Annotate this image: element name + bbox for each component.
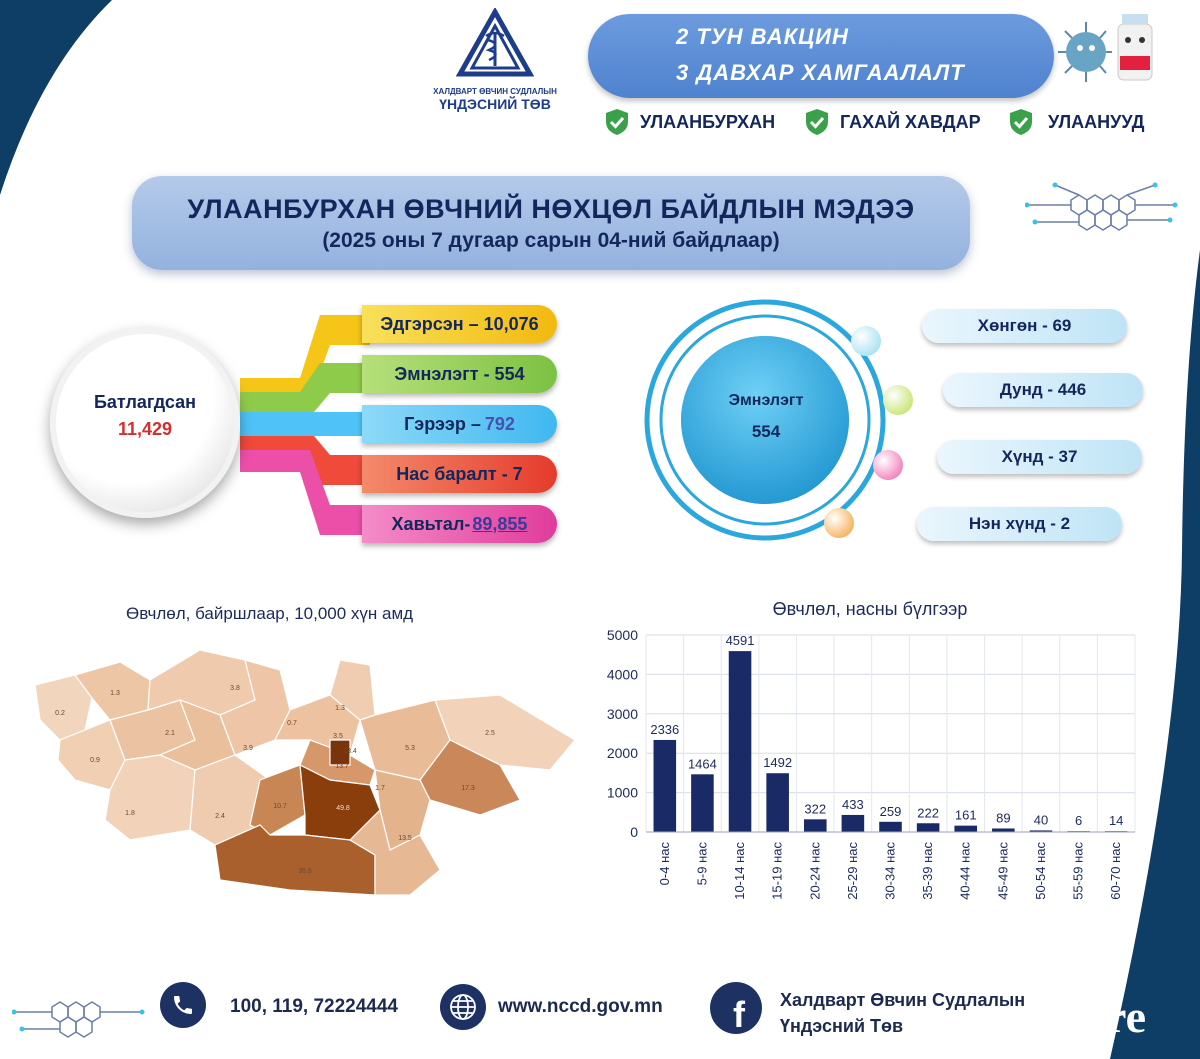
severity-mild-label: Хөнгөн - 69 <box>977 316 1072 335</box>
map-value: 3.9 <box>243 745 253 752</box>
map-value: 3.8 <box>230 685 240 692</box>
confirmed-circle <box>50 328 240 518</box>
stat-home-care-label: Гэрээр – <box>404 413 481 434</box>
title-banner <box>132 176 970 270</box>
shield-check-icon <box>804 108 830 136</box>
vaccine-banner <box>588 14 1054 98</box>
page-subtitle: (2025 оны 7 дугаар сарын 04-ний байдлаар) <box>322 229 780 252</box>
hexagon-network-icon <box>1025 180 1180 250</box>
facebook-icon[interactable]: f <box>710 982 762 1034</box>
y-tick-label: 4000 <box>606 666 638 683</box>
map-value: 1.3 <box>110 690 120 697</box>
severity-ball-moderate <box>883 385 913 415</box>
logo-org-line1: ХАЛДВАРТ ӨВЧИН СУДЛАЛЫН <box>433 87 557 96</box>
x-tick-label: 45-49 нас <box>995 842 1011 900</box>
breakdown-connectors <box>240 300 370 550</box>
footer-facebook-line1[interactable]: Халдварт Өвчин Судлалын <box>780 990 1026 1010</box>
page-title: УЛААНБУРХАН ӨВЧНИЙ НӨХЦӨЛ БАЙДЛЫН МЭДЭЭ <box>187 194 915 224</box>
vaccine-line-1: 2 ТУН ВАКЦИН <box>676 24 849 49</box>
stat-hospitalized-label: Эмнэлэгт - 554 <box>394 363 525 384</box>
x-tick-label: 35-39 нас <box>920 842 936 900</box>
stat-recovered-label: Эдгэрсэн – 10,076 <box>380 313 539 334</box>
map-value: 2.1 <box>165 730 175 737</box>
hospital-label: Эмнэлэгт <box>728 392 804 409</box>
y-tick-label: 2000 <box>606 745 638 762</box>
bar <box>804 819 827 832</box>
shield-check-icon <box>1008 108 1034 136</box>
data-label: 161 <box>954 807 977 823</box>
map-value: 1.3 <box>335 705 345 712</box>
bar <box>954 826 977 832</box>
shield-check-icon <box>604 108 630 136</box>
footer-phone: 100, 119, 72224444 <box>230 996 399 1017</box>
stat-deaths <box>362 455 557 493</box>
stat-contacts-label: Хавьтал- <box>391 513 471 534</box>
severity-moderate-label: Дунд - 446 <box>999 380 1087 399</box>
data-label: 2336 <box>650 721 680 737</box>
bar <box>879 822 902 832</box>
map-value: 2.5 <box>485 730 495 737</box>
globe-icon <box>440 984 486 1030</box>
y-tick-label: 5000 <box>606 627 638 643</box>
bar <box>729 651 752 832</box>
stat-contacts <box>362 505 557 543</box>
stat-home-care-value: 792 <box>484 413 515 434</box>
x-tick-label: 15-19 нас <box>769 842 785 900</box>
confirmed-label: Батлагдсан <box>93 392 197 412</box>
map-value: 0.7 <box>287 720 297 727</box>
age-bar-chart <box>590 625 1150 925</box>
corner-decoration-top-left <box>0 0 120 200</box>
map-value: 3.5 <box>333 733 343 740</box>
disease-item-mumps <box>804 108 981 136</box>
stat-hospitalized <box>362 355 557 393</box>
severity-ball-severe <box>873 450 903 480</box>
stat-contacts-value: 89,855 <box>472 513 528 534</box>
data-label: 89 <box>996 810 1011 826</box>
disease-list <box>604 108 1174 142</box>
x-tick-label: 55-59 нас <box>1070 842 1086 900</box>
bar <box>992 828 1015 832</box>
data-label: 322 <box>804 801 827 817</box>
x-tick-label: 10-14 нас <box>732 842 748 900</box>
footer-website[interactable]: www.nccd.gov.mn <box>498 996 663 1017</box>
stat-recovered <box>362 305 557 343</box>
severity-ball-critical <box>824 508 854 538</box>
data-label: 14 <box>1108 813 1124 829</box>
vaccine-line-2: 3 ДАВХАР ХАМГААЛАЛТ <box>676 60 965 85</box>
map-value: 35.8 <box>298 868 312 875</box>
x-tick-label: 0-4 нас <box>656 842 672 886</box>
map-value: 10.7 <box>273 803 287 810</box>
severity-critical-label: Нэн хүнд - 2 <box>968 514 1071 533</box>
map-value: 13.4 <box>343 748 357 755</box>
y-tick-label: 0 <box>630 824 638 840</box>
footer-facebook-line2: Үндэсний Төв <box>780 1016 904 1036</box>
disease-label: УЛААНУУД <box>1048 111 1145 132</box>
hospital-center <box>681 392 851 442</box>
map-value: 13.7 <box>335 763 349 770</box>
map-region <box>148 650 255 715</box>
phone-icon <box>160 982 206 1028</box>
y-tick-label: 3000 <box>606 705 638 722</box>
stat-deaths-label: Нас баралт - 7 <box>396 463 523 484</box>
severity-moderate <box>943 373 1143 407</box>
severity-ball-mild <box>851 326 881 356</box>
map-value: 5.3 <box>405 745 415 752</box>
data-label: 259 <box>879 803 902 819</box>
bar <box>842 815 865 832</box>
x-tick-label: 60-70 нас <box>1108 842 1124 900</box>
map-value: 0.9 <box>90 757 100 764</box>
data-label: 6 <box>1074 813 1083 829</box>
disease-item-measles <box>604 108 775 136</box>
map-value: 1.8 <box>125 810 135 817</box>
data-label: 4591 <box>725 633 755 649</box>
confirmed-value: 11,429 <box>117 419 173 439</box>
x-tick-label: 5-9 нас <box>694 842 710 886</box>
virus-vaccine-illustration <box>1056 10 1166 96</box>
map-title: Өвчлөл, байршлаар, 10,000 хүн амд <box>126 604 414 623</box>
severity-severe-label: Хүнд - 37 <box>1001 447 1078 466</box>
bar <box>766 773 789 832</box>
y-tick-label: 1000 <box>606 784 638 801</box>
map-value: 17.3 <box>461 785 475 792</box>
incidence-map <box>30 640 580 910</box>
data-label: 222 <box>917 805 939 821</box>
stat-home-care <box>362 405 557 443</box>
map-value: 0.2 <box>55 710 65 717</box>
logo-org-line2: ҮНДЭСНИЙ ТӨВ <box>439 96 551 112</box>
disease-label: ГАХАЙ ХАВДАР <box>840 111 981 132</box>
severity-severe <box>937 440 1142 474</box>
map-value: 13.5 <box>398 835 412 842</box>
x-tick-label: 25-29 нас <box>844 842 860 900</box>
severity-mild <box>922 309 1127 343</box>
disease-label: УЛААНБУРХАН <box>640 111 776 132</box>
severity-critical <box>917 507 1122 541</box>
org-logo <box>420 8 570 116</box>
x-tick-label: 40-44 нас <box>957 842 973 900</box>
hospital-value: 554 <box>751 422 781 441</box>
map-value: 49.8 <box>336 805 350 812</box>
watermark: wire <box>1060 991 1147 1042</box>
age-chart <box>590 595 1150 925</box>
medical-triangle-logo-icon <box>456 8 534 80</box>
chart-title: Өвчлөл, насны бүлгээр <box>772 599 968 619</box>
data-label: 1492 <box>763 755 793 771</box>
bar <box>691 774 714 832</box>
disease-item-rubella <box>1008 108 1144 136</box>
data-label: 1464 <box>687 756 717 772</box>
footer-hexagon-network-icon <box>12 985 152 1055</box>
bar <box>917 823 940 832</box>
x-tick-label: 50-54 нас <box>1032 842 1048 900</box>
x-tick-label: 20-24 нас <box>807 842 823 900</box>
x-tick-label: 30-34 нас <box>882 842 898 900</box>
data-label: 433 <box>842 796 864 812</box>
bar <box>654 740 677 832</box>
map-value: 1.7 <box>375 785 385 792</box>
map-value: 2.4 <box>215 813 225 820</box>
data-label: 40 <box>1033 812 1049 828</box>
